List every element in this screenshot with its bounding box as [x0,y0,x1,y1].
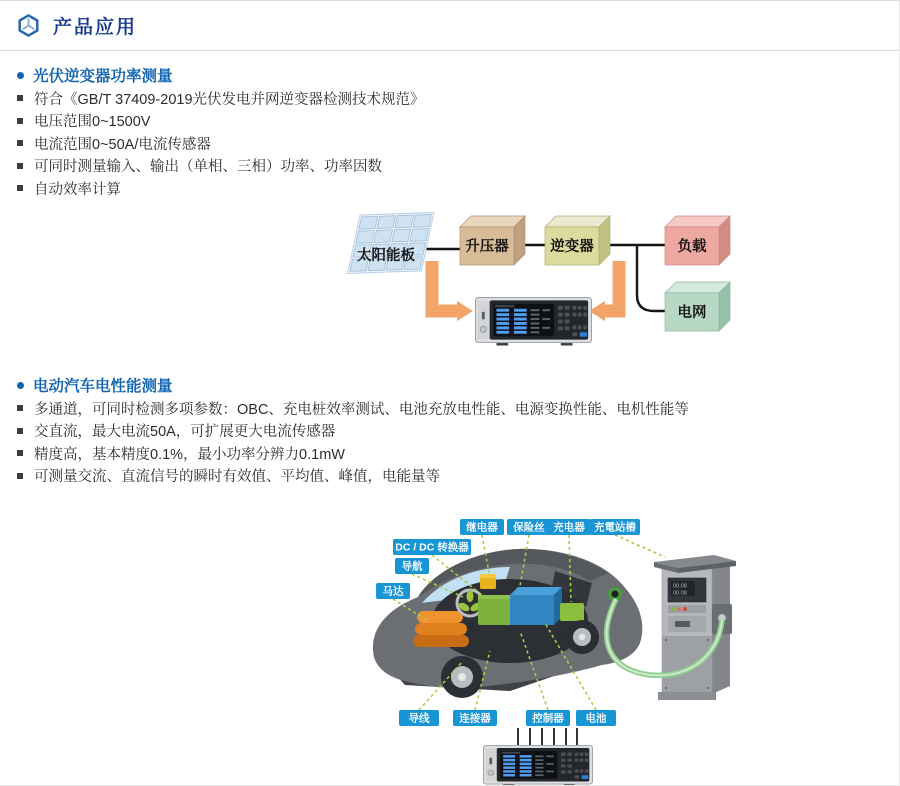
list-item: 可测量交流、直流信号的瞬时有效值、平均值、峰值，电能量等 [0,465,880,488]
power-analyzer-device-2 [483,745,592,786]
svg-text:连接器: 连接器 [459,712,491,725]
section-pv-inverter [0,65,880,200]
load-label: 负载 [677,239,707,255]
booster-label: 升压器 [465,239,509,255]
battery-pack-part [510,587,562,625]
square-bullet-icon [17,95,23,101]
relay-part [480,574,496,589]
list-item: 可同时测量输入、输出（单相、三相）功率、功率因数 [0,155,880,178]
list-item: 自动效率计算 [0,177,880,200]
label-badge-charging-station [590,519,640,535]
bullet-dot-icon [17,72,24,79]
label-badge-navigation [395,558,429,574]
label-badge-controller [526,710,570,726]
solar-panel-label: 太阳能板 [357,248,415,264]
inverter-box [545,216,610,265]
page-header [0,1,899,51]
station-display-line1: 00.08 [673,583,687,590]
hex-cube-icon [17,14,40,37]
list-item: 交直流，最大电流50A，可扩展更大电流传感器 [0,420,880,443]
svg-text:导航: 导航 [401,560,423,573]
section-heading-text: 光伏逆变器功率测量 [33,68,173,85]
bullet-list [0,397,880,487]
square-bullet-icon [17,473,23,479]
square-bullet-icon [17,140,23,146]
svg-text:保险丝: 保险丝 [513,521,545,534]
ev-diagram [360,511,760,786]
label-badge-battery [576,710,616,726]
svg-text:充電站樁: 充電站樁 [594,521,636,534]
solar-panel [348,212,434,273]
square-bullet-icon [17,405,23,411]
rear-wheel [565,620,599,654]
page-title: 产品应用 [53,17,138,38]
power-analyzer-device [475,297,591,345]
svg-text:继电器: 继电器 [466,521,498,534]
label-badge-motor [376,583,410,599]
station-display-line2: 00.08 [673,590,687,597]
bullet-dot-icon [17,382,24,389]
svg-text:导线: 导线 [408,712,430,725]
list-item: 多通道，可同时检测多项参数：OBC、充电桩效率测试、电池充放电性能、电源变换性能、电机性能等 [0,397,880,420]
grid-box [665,282,730,331]
square-bullet-icon [17,118,23,124]
label-badge-relay [460,519,504,535]
label-badge-fuse [507,519,551,535]
bullet-list [0,87,880,200]
svg-text:DC / DC 转换器: DC / DC 转换器 [395,541,469,554]
list-item: 电流范围0~50A/电流传感器 [0,132,880,155]
pv-diagram [330,199,750,367]
square-bullet-icon [17,428,23,434]
label-badge-wire [399,710,439,726]
square-bullet-icon [17,450,23,456]
charger-part [560,603,584,621]
grid-label: 电网 [677,305,707,321]
svg-text:控制器: 控制器 [532,712,564,725]
section-heading [0,375,880,395]
booster-box [460,216,525,265]
inverter-label: 逆变器 [550,239,594,255]
orange-arrow-left [432,261,473,321]
motor-part [413,611,469,647]
label-badge-charger [547,519,591,535]
orange-arrow-right [589,261,619,321]
section-ev-measurement [0,375,880,487]
list-item: 符合《GB/T 37409-2019光伏发电并网逆变器检测技术规范》 [0,87,880,110]
section-heading [0,65,880,85]
list-item: 精度高，基本精度0.1%，最小功率分辨力0.1mW [0,442,880,465]
dcdc-part [478,595,512,625]
label-badge-dcdc-converter [393,539,471,555]
label-badge-connector [453,710,497,726]
square-bullet-icon [17,185,23,191]
square-bullet-icon [17,163,23,169]
front-wheel [441,656,483,698]
load-box [665,216,730,265]
svg-text:电池: 电池 [585,712,607,725]
svg-text:马达: 马达 [382,585,404,598]
section-heading-text: 电动汽车电性能测量 [33,378,173,395]
svg-text:充电器: 充电器 [553,521,585,534]
list-item: 电压范围0~1500V [0,110,880,133]
